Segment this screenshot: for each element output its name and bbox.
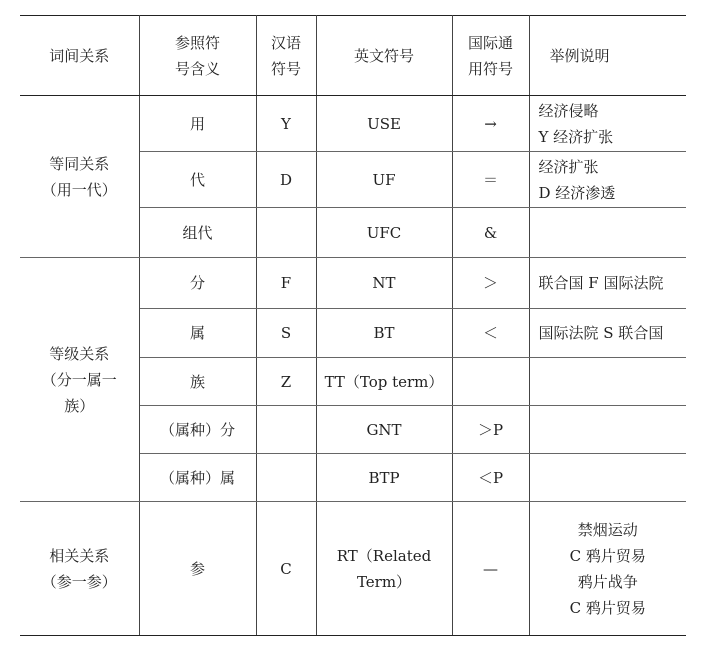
example-cell — [529, 454, 686, 502]
example-cell: 国际法院 S 联合国 — [529, 309, 686, 358]
meaning-cell: （属种）属 — [139, 454, 256, 502]
cn-symbol-cell — [256, 406, 316, 454]
table-row — [20, 502, 686, 636]
example-cell: 经济侵略 Y 经济扩张 — [529, 96, 686, 152]
header-relation: 词间关系 — [20, 16, 139, 96]
intl-symbol-cell: ＝ — [452, 152, 529, 208]
header-english-symbol: 英文符号 — [316, 16, 452, 96]
en-symbol-cell: TT（Top term） — [316, 358, 452, 406]
en-symbol-cell: USE — [316, 96, 452, 152]
cn-symbol-cell: Z — [256, 358, 316, 406]
intl-symbol-cell: — — [452, 502, 529, 636]
cn-symbol-cell: Y — [256, 96, 316, 152]
meaning-cell: 参 — [139, 502, 256, 636]
intl-symbol-cell — [452, 358, 529, 406]
relation-symbol-table — [20, 15, 686, 636]
cn-symbol-cell — [256, 208, 316, 258]
cn-symbol-cell — [256, 454, 316, 502]
cn-symbol-cell: F — [256, 258, 316, 309]
intl-symbol-cell: → — [452, 96, 529, 152]
en-symbol-cell: BT — [316, 309, 452, 358]
cn-symbol-cell: D — [256, 152, 316, 208]
intl-symbol-cell: ＞P — [452, 406, 529, 454]
example-cell: 经济扩张 D 经济渗透 — [529, 152, 686, 208]
header-example: 举例说明 — [529, 16, 686, 96]
cn-symbol-cell: C — [256, 502, 316, 636]
intl-symbol-cell: ＜ — [452, 309, 529, 358]
header-meaning: 参照符 号含义 — [139, 16, 256, 96]
cn-symbol-cell: S — [256, 309, 316, 358]
meaning-cell: 用 — [139, 96, 256, 152]
header-row — [20, 16, 686, 96]
meaning-cell: 族 — [139, 358, 256, 406]
intl-symbol-cell: & — [452, 208, 529, 258]
intl-symbol-cell: ＜P — [452, 454, 529, 502]
meaning-cell: 分 — [139, 258, 256, 309]
meaning-cell: 代 — [139, 152, 256, 208]
en-symbol-cell: UFC — [316, 208, 452, 258]
meaning-cell: 组代 — [139, 208, 256, 258]
example-cell — [529, 406, 686, 454]
header-chinese-symbol: 汉语 符号 — [256, 16, 316, 96]
en-symbol-cell: BTP — [316, 454, 452, 502]
example-cell — [529, 208, 686, 258]
header-international-symbol: 国际通 用符号 — [452, 16, 529, 96]
relation-cell-association: 相关关系 （参一参） — [20, 502, 139, 636]
meaning-cell: （属种）分 — [139, 406, 256, 454]
table-row — [20, 96, 686, 152]
relation-cell-equivalence: 等同关系 （用一代） — [20, 96, 139, 258]
example-cell: 联合国 F 国际法院 — [529, 258, 686, 309]
en-symbol-cell: NT — [316, 258, 452, 309]
example-cell: 禁烟运动 C 鸦片贸易 鸦片战争 C 鸦片贸易 — [529, 502, 686, 636]
table-row — [20, 258, 686, 309]
en-symbol-cell: RT（Related Term） — [316, 502, 452, 636]
intl-symbol-cell: ＞ — [452, 258, 529, 309]
relation-cell-hierarchy: 等级关系 （分一属一 族） — [20, 258, 139, 502]
example-cell — [529, 358, 686, 406]
en-symbol-cell: GNT — [316, 406, 452, 454]
en-symbol-cell: UF — [316, 152, 452, 208]
meaning-cell: 属 — [139, 309, 256, 358]
